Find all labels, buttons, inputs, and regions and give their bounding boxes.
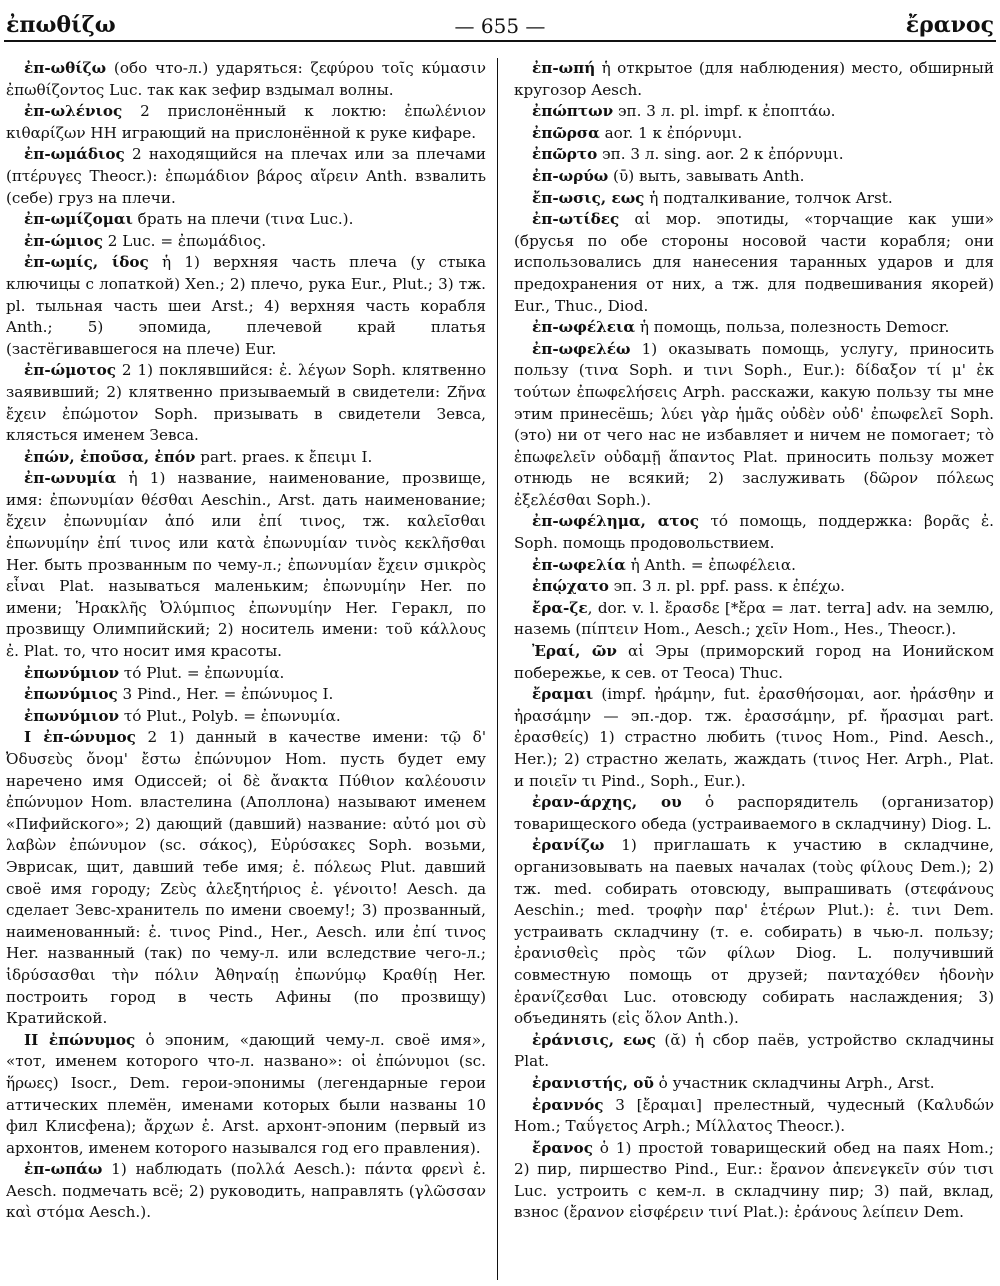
entry-definition: ὁ распорядитель (организатор) товарищеского обеда (устраиваемого в складчину) Diog. L. (514, 793, 994, 833)
entry-headword: ἐρανιστής, οῦ (532, 1073, 654, 1092)
dictionary-entry (6, 58, 486, 101)
dictionary-entry (514, 317, 994, 339)
entry-headword: ἐπωνύμιον (24, 663, 120, 682)
entry-headword: ἐπωνύμιος (24, 685, 118, 704)
entry-definition: ἡ открытое (для наблюдения) место, обширный кругозор Aesch. (514, 59, 994, 99)
entry-definition: , dor. v. l. ἔρασδε [*ἔρα = лат. terra] adv. на землю, наземь (πίπτειν Hom., Aesch.; χεῖν Hom., Hes., Theocr.). (514, 598, 994, 639)
entry-headword: ἐραν-άρχης, ου (532, 793, 682, 812)
dictionary-entry (514, 1138, 994, 1224)
entry-definition: 3 [ἔραμαι] прелестный, чудесный (Καλυδών Hom.; Ταΰγετος Arph.; Μίλλατος Theocr.). (514, 1095, 994, 1136)
dictionary-entry (514, 144, 994, 166)
entry-definition: 1) наблюдать (πολλά Aesch.): πάντα φρενὶ ἐ. Aesch. подмечать всё; 2) руководить, направлять (γλῶσσαν καὶ στόμα Aesch.). (6, 1160, 486, 1222)
entry-headword: ἐπ-ώμοτος (24, 361, 116, 380)
entry-headword: ἐπ-ωπάω (24, 1160, 103, 1179)
left-column (6, 58, 486, 1280)
entry-definition: ἡ 1) название, наименование, прозвище, имя: ἐπωνυμίαν θέσθαι Aeschin., Arst. дать наименование; ἔχειν ἐπωνυμίαν ἀπό или ἐπί τινος, тж. καλεῖσθαι ἐπωνυμίην ἐπί τινος или κατὰ ἐπωνυμίαν τινὸς κεκλῆσθαι Her. быть прозванным по чему-л.; ἐπωνυμίαν ἔχειν σμικρὸς εἶναι Plat. называться маленьким; ἐπωνυμίην Her. по имени; Ἡρακλῆς Ὀλύμπιος ἐπωνυμίην Her. Геракл, по прозвищу Олимпийский; 2) носитель имени: τοῦ κάλλους ἐ. Plat. то, что носит имя красоты. (6, 469, 486, 661)
running-headword-left: ἐπωθίζω (6, 12, 116, 38)
entry-definition: брать на плечи (τινα Luc.). (132, 210, 354, 229)
entry-headword: ἔπ-ωσις, εως (532, 188, 645, 207)
entry-headword: ἐπ-ωλένιος (24, 102, 123, 121)
entry-definition: 2 прислонённый к локтю: ἐπωλένιον κιθαρίζων НН играющий на прислонённой к руке кифаре. (6, 102, 486, 142)
entry-definition: эп. 3 л. sing. aor. 2 к ἐπόρνυμι. (597, 145, 844, 164)
entry-definition: αἱ мор. эпотиды, «торчащие как уши» (брусья по обе стороны носовой части корабля; они использовались для нанесения таранных ударов и для предохранения от них, а тж. для подвешивания якорей) Eur., Thuc., Diod. (514, 210, 994, 315)
entry-definition: τό Plut., Polyb. = ἐπωνυμία. (119, 706, 341, 725)
entry-definition: 1) оказывать помощь, услугу, приносить пользу (τινα Soph. и τινι Soph., Eur.): δίδαξον τί μ' ἐκ τούτων ἐπωφελήσεις Arph. расскажи, какую пользу ты мне этим принесёшь; λύει γὰρ ἡμᾶς οὐδὲν οὐδ' ἐπωφελεῖ Soph. (это) ни от чего нас не избавляет и ничем не помогает; τὸ ἐπωφελεῖν οὐδαμῇ ἅπαντος Plat. приносить пользу может отнюдь не всякий; 2) заслуживать (δῶρον πόλεως ἐξελέσθαι Soph.). (514, 339, 994, 509)
dictionary-entry (6, 468, 486, 662)
entry-definition: (impf. ἠράμην, fut. ἐρασθήσομαι, aor. ἠράσθην и ἠρασάμην — эп.-дор. тж. ἐρασσάμην, pf. ἤρασμαι part. ἐρασθείς) 1) страстно любить (τινος Hom., Pind. Aesch., Her.); 2) страстно желать, жаждать (τινος Her. Arph., Plat. и ποιεῖν τι Pind., Soph., Eur.). (514, 685, 994, 790)
entry-headword: Ἐραί, ῶν (532, 642, 617, 661)
entry-headword: ἐπ-ωμίζομαι (24, 210, 133, 229)
entry-headword: ἐπ-ωμίς, ίδος (24, 253, 149, 272)
dictionary-entry (6, 727, 486, 1029)
entry-headword: ἔραμαι (532, 685, 594, 704)
dictionary-entry (514, 101, 994, 123)
dictionary-entry (6, 684, 486, 706)
entry-headword: ἐπ-ωμάδιος (24, 145, 125, 164)
dictionary-entry (514, 209, 994, 317)
entry-definition: ἡ Anth. = ἐπωφέλεια. (625, 555, 796, 574)
entry-definition: ἡ 1) верхняя часть плеча (у стыка ключицы с лопаткой) Xen.; 2) плечо, рука Eur., Plut.; 3) тж. pl. тыльная часть шеи Arst.; 4) верхняя часть корабля Anth.; 5) эпомида, плечевой край платья (застёгивавшегося на плече) Eur. (6, 253, 486, 358)
dictionary-entry (6, 209, 486, 231)
dictionary-entry (6, 360, 486, 446)
entry-headword: ἐράνισις, εως (532, 1030, 656, 1049)
entry-definition: эп. 3 л. pl. ppf. pass. к ἐπέχω. (608, 577, 845, 596)
entry-headword: ἐπ-ωτίδες (532, 210, 620, 229)
entry-definition: 1) приглашать к участию в складчине, организовывать на паевых началах (τοὺς φίλους Dem.); 2) тж. med. собирать отовсюду, выпрашивать (στεφάνους Aeschin.; med. τροφὴν παρ' ἑτέρων Plut.): ἐ. τινι Dem. устраивать складчину (т. е. собирать) в чью-л. пользу; ἐρανισθεὶς πρὸς τῶν φίλων Diog. L. получивший совместную помощь от друзей; πανταχόθεν ἡδονὴν ἐρανίζεσθαι Luc. отовсюду собирать наслаждения; 3) объединять (εἰς ὅλον Anth.). (514, 836, 994, 1028)
dictionary-entry (6, 231, 486, 253)
dictionary-entry (514, 576, 994, 598)
dictionary-entry (514, 188, 994, 210)
entry-definition: τό помощь, поддержка: βορᾶς ἐ. Soph. помощь продовольствием. (514, 512, 994, 553)
entry-definition: (обо что-л.) ударяться: ζεφύρου τοῖς κύμασιν ἐπωθίζοντος Luc. так как зефир вздымал волны. (6, 59, 486, 99)
dictionary-entry (514, 598, 994, 641)
dictionary-entry (6, 101, 486, 144)
dictionary-entry (514, 835, 994, 1029)
column-divider (497, 58, 498, 1280)
entry-headword: ἐπώπτων (532, 102, 614, 121)
entry-headword: ἐπωνύμιον (24, 706, 120, 725)
entry-definition: 2 Luc. = ἐπωμάδιος. (102, 231, 267, 250)
entry-headword: ἐπ-ωνυμία (24, 469, 117, 488)
entry-headword: ἐπ-ωθίζω (24, 59, 107, 77)
dictionary-entry (6, 144, 486, 209)
entry-headword: ἐπ-ωφέλεια (532, 318, 636, 337)
entry-headword: ἐρανίζω (532, 836, 605, 855)
page-number: — 655 — (454, 14, 546, 38)
dictionary-entry (514, 1030, 994, 1073)
entry-definition: ὁ участник складчины Arph., Arst. (653, 1073, 935, 1092)
entry-definition: 2 1) поклявшийся: ἐ. λέγων Soph. клятвенно заявивший; 2) клятвенно призываемый в свидетели: Ζῆνα ἔχειν ἐπώμοτον Soph. призывать в свидетели Зевса, клясться именем Зевса. (6, 361, 486, 445)
page-header (4, 6, 996, 42)
entry-definition: part. praes. к ἔπειμι I. (195, 447, 373, 466)
entry-definition: 2 1) данный в качестве имени: τῷ δ' Ὀδυσεὺς ὄνομ' ἔστω ἐπώνυμον Hom. пусть будет ему наречено имя Одиссей; οἱ δὲ ἄνακτα Πύθιον καλέουσιν ἐπώνυμον Hom. властелина (Аполлона) называют именем «Пифийского»; 2) дающий (давший) название: αὐτό μοι σὺ λαβὼν ἐπώνυμον (sc. σάκος), Εὐρύσακες Soph. возьми, Эврисак, щит, давший тебе имя; ἐ. πόλεως Plut. давший своё имя городу; Ζεὺς ἀλεξητήριος ἐ. γένοιτο! Aesch. да сделает Зевс-хранитель по имени своему!; 3) прозванный, наименованный: ἐ. τινος Pind., Her., Aesch. или ἐπί τινος Her. названный (так) по чему-л. или вследствие чего-л.; ἱδρύσασθαι τὴν πόλιν Ἀθηναίῃ ἐπωνύμῳ Κραθίῃ Her. построить город в честь Афины (по прозвищу) Кратийской. (6, 728, 486, 1028)
entry-definition: (ῡ) выть, завывать Anth. (608, 166, 805, 185)
entry-headword: ἔρανος (532, 1138, 593, 1157)
entry-definition: aor. 1 к ἐπόρνυμι. (599, 123, 743, 142)
dictionary-entry (6, 663, 486, 685)
entry-definition: (ᾰ) ἡ сбор паёв, устройство складчины Plat. (514, 1030, 994, 1071)
dictionary-entry (6, 1159, 486, 1224)
entry-definition: 2 находящийся на плечах или за плечами (πτέρυγες Theocr.): ἐπωμάδιον βάρος αἴρειν Anth. взвалить (себе) груз на плечи. (6, 145, 486, 207)
dictionary-entry (6, 706, 486, 728)
entry-headword: ἐπῶρτο (532, 145, 598, 164)
entry-headword: ἐπῶρσα (532, 123, 600, 142)
entry-definition: ὁ 1) простой товарищеский обед на паях Hom.; 2) пир, пиршество Pind., Eur.: ἔρανον ἀπενεγκεῖν σύν τισι Luc. устроить с кем-л. в складчину пир; 3) пай, вклад, взнос (ἔρανον εἰσφέρειν τινί Plat.): ἐράνους λείπειν Dem. (514, 1138, 994, 1222)
entry-headword: ἐπ-ωπή (532, 59, 596, 77)
dictionary-entry (514, 555, 994, 577)
entry-headword: ἐπών, ἐποῦσα, ἐπόν (24, 447, 196, 466)
dictionary-entry (514, 339, 994, 512)
entry-headword: ἐραννός (532, 1095, 604, 1114)
entry-definition: ὁ эпоним, «дающий чему-л. своё имя», «тот, именем которого что-л. названо»: οἱ ἐπώνυμοι (sc. ἥρωες) Isocr., Dem. герои-эпонимы (легендарные герои аттических племён, именами которых были названы 10 фил Клисфена); ἄρχων ἐ. Arst. архонт-эпоним (первый из архонтов, именем которого назывался год его правления). (6, 1030, 486, 1157)
dictionary-entry (514, 1073, 994, 1095)
right-column (514, 58, 994, 1280)
dictionary-entry (514, 166, 994, 188)
entry-definition: τό Plut. = ἐπωνυμία. (119, 663, 285, 682)
entry-definition: ἡ помощь, польза, полезность Democr. (635, 318, 950, 337)
entry-definition: 3 Pind., Her. = ἐπώνυμος I. (117, 685, 334, 704)
entry-definition: эп. 3 л. pl. impf. к ἐποπτάω. (613, 102, 836, 121)
entry-headword: ἔρα-ζε (532, 598, 588, 617)
entry-headword: II ἐπώνυμος (24, 1030, 136, 1049)
dictionary-entry (514, 58, 994, 101)
dictionary-entry (6, 447, 486, 469)
dictionary-entry (514, 641, 994, 684)
dictionary-entry (514, 511, 994, 554)
entry-headword: ἐπ-ωφελέω (532, 339, 631, 358)
entry-headword: ἐπ-ωρύω (532, 166, 609, 185)
entry-headword: ἐπ-ωφελία (532, 555, 626, 574)
entry-headword: ἐπ-ωφέλημα, ατος (532, 512, 700, 531)
dictionary-entry (514, 792, 994, 835)
entry-headword: ἐπῴχατο (532, 577, 609, 596)
dictionary-entry (514, 123, 994, 145)
entry-headword: ἐπ-ώμιος (24, 231, 103, 250)
dictionary-entry (6, 252, 486, 360)
running-headword-right: ἔρανος (905, 12, 994, 38)
dictionary-entry (514, 1095, 994, 1138)
dictionary-entry (514, 684, 994, 792)
entry-definition: ἡ подталкивание, толчок Arst. (644, 188, 893, 207)
entry-definition: αἱ Эры (приморский город на Ионийском побережье, к сев. от Теоса) Thuc. (514, 642, 994, 682)
entry-headword: I ἐπ-ώνυμος (24, 728, 136, 747)
dictionary-entry (6, 1030, 486, 1160)
